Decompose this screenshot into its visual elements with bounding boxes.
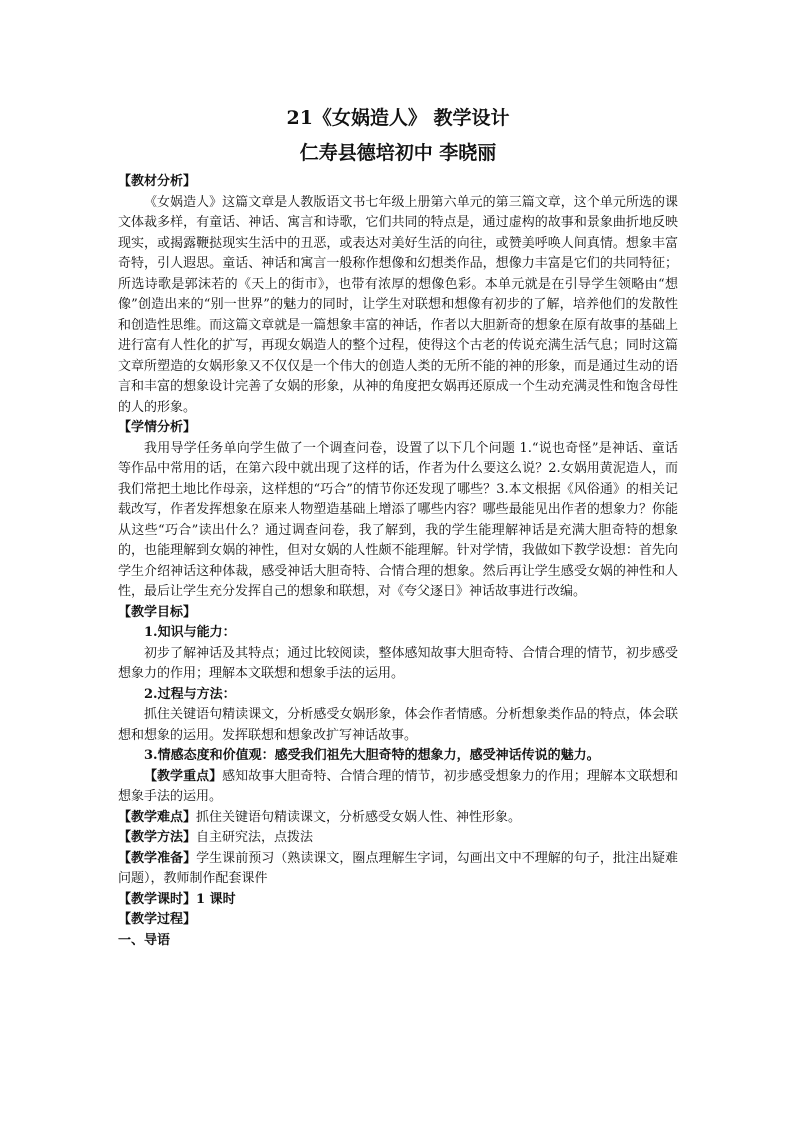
student-analysis-text: 我用导学任务单向学生做了一个调查问卷，设置了以下几个问题 1.“说也奇怪”是神话、童话等作品中常用的话，在第六段中就出现了这样的话，作者为什么要这么说？2.女娲用黄泥造人，而我们常把土地比作母亲，这样想的“巧合”的情节你还发现了哪些？3.本文根据《风俗通》的相关记载改写，作者发挥想象在原来人物塑造基础上增添了哪些内容？哪些最能见出作者的想象力？你能从这些“巧合”读出什么？通过调查问卷，我了解到，我的学生能理解神话是充满大胆奇特的想象的，也能理解到女娲的神性，但对女娲的人性颇不能理解。针对学情，我做如下教学设想：首先向学生介绍神话这种体裁，感受神话大胆奇特、合情合理的想象。然后再让学生感受女娲的神性和人性，最后让学生充分发挥自己的想象和联想，对《夸父逐日》神话故事进行改编。	[118, 440, 678, 599]
teaching-hours-label: 【教学课时】	[118, 891, 197, 907]
document-page	[118, 102, 678, 951]
teaching-method-text: 自主研究法，点拨法	[196, 830, 314, 845]
material-analysis-text: 《女娲造人》这篇文章是人教版语文书七年级上册第六单元的第三篇文章，这个单元所选的课文体裁多样，有童话、神话、寓言和诗歌，它们共同的特点是，通过虚构的故事和景象曲折地反映现实，或揭露鞭挞现实生活中的丑恶，或表达对美好生活的向往，或赞美呼唤人间真情。想象丰富奇特，引人遐思。童话、神话和寓言一般称作想像和幻想类作品，想像力丰富是它们的共同特征；所选诗歌是郭沫若的《天上的街市》，也带有浓厚的想像色彩。本单元就是在引导学生领略由“想像”创造出来的“别一世界”的魅力的同时，让学生对联想和想像有初步的了解，培养他们的发散性和创造性思维。而这篇文章就是一篇想象丰富的神话，作者以大胆新奇的想象在原有故事的基础上进行富有人性化的扩写，再现女娲造人的整个过程，使得这个古老的传说充满生活气息；同时这篇文章所塑造的女娲形象又不仅仅是一个伟大的创造人类的无所不能的神的形象，而是通过生动的语言和丰富的想象设计完善了女娲的形象，从神的角度把女娲再还原成一个生动充满灵性和饱含母性的人的形象。	[118, 194, 678, 415]
difficult-point	[118, 808, 678, 829]
key-point	[118, 767, 678, 808]
goal-3-text: 3.情感态度和价值观：感受我们祖先大胆奇特的想象力，感受神话传说的魅力。	[144, 748, 600, 763]
key-point-label: 【教学重点】	[144, 768, 223, 784]
section-heading-student: 【学情分析】	[118, 420, 197, 435]
difficult-point-text: 抓住关键语句精读课文，分析感受女娲人性、神性形象。	[196, 809, 522, 825]
teaching-method	[118, 828, 678, 849]
teaching-method-label: 【教学方法】	[118, 830, 197, 845]
key-point-text: 感知故事大胆奇特、合情合理的情节，初步感受想象力的作用；理解本文联想和想象手法的运用。	[118, 768, 678, 804]
teaching-hours	[118, 890, 678, 911]
process-step-1: 一、导语	[118, 932, 171, 948]
section-heading-goals: 【教学目标】	[118, 604, 197, 620]
teaching-hours-text: 1 课时	[196, 891, 236, 907]
section-heading-material: 【教材分析】	[118, 174, 197, 189]
teaching-preparation-text: 学生课前预习（熟读课文，圈点理解生字词，勾画出文中不理解的句子，批注出疑难问题），教师制作配套课件	[118, 850, 678, 886]
difficult-point-label: 【教学难点】	[118, 809, 197, 825]
document-title: 21《女娲造人》 教学设计	[286, 107, 510, 129]
teaching-preparation	[118, 849, 678, 890]
goal-2-label: 2.过程与方法：	[144, 686, 236, 702]
goal-1-text: 初步了解神话及其特点；通过比较阅读，整体感知故事大胆奇特、合情合理的情节，初步感受想象力的作用；理解本文联想和想象手法的运用。	[118, 645, 678, 681]
goal-1-label: 1.知识与能力：	[144, 625, 236, 640]
teaching-preparation-label: 【教学准备】	[118, 850, 197, 866]
document-author: 仁寿县德培初中 李晓丽	[299, 142, 497, 164]
goal-2-text: 抓住关键语句精读课文，分析感受女娲形象，体会作者情感。分析想象类作品的特点，体会联想和想象的运用。发挥联想和想象改扩写神话故事。	[118, 707, 678, 743]
section-heading-process: 【教学过程】	[118, 912, 197, 927]
